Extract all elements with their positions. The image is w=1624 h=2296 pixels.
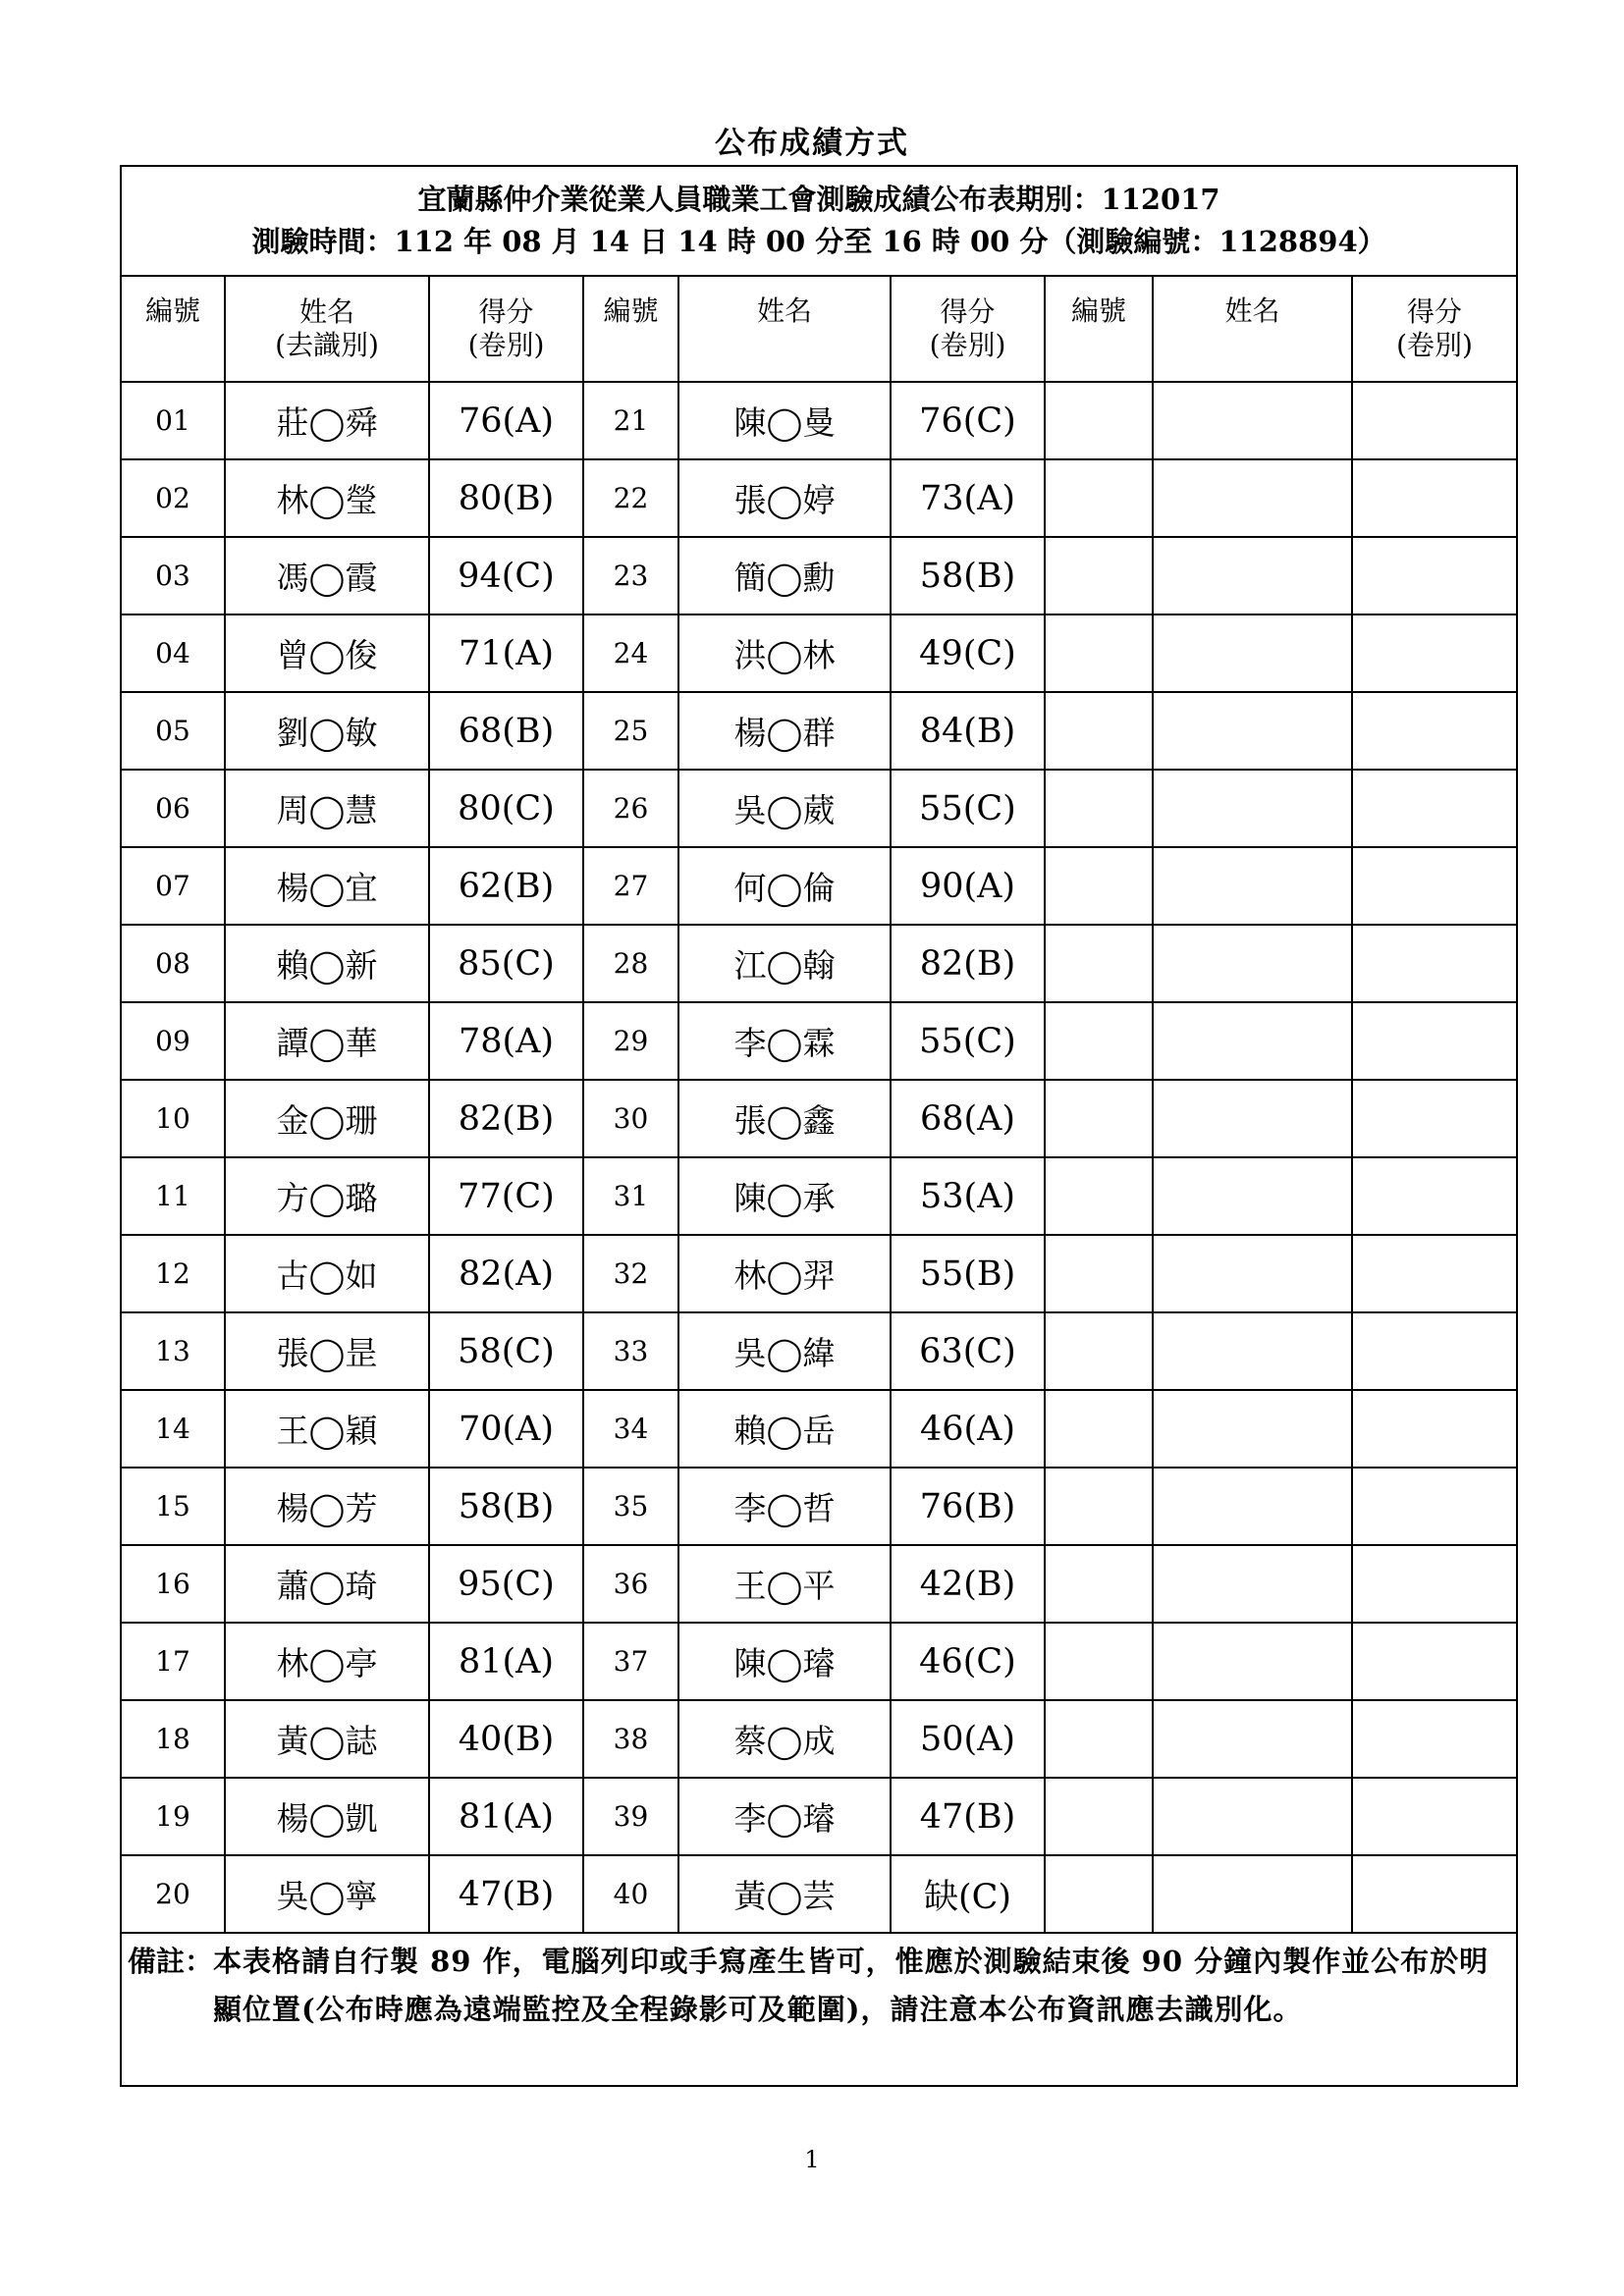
cell-number-2: 39 [583,1778,678,1855]
cell-number-1: 10 [121,1080,225,1157]
header-line-2: 測驗時間：112 年 08 月 14 日 14 時 00 分至 16 時 00 分（測驗編號：1128894） [251,225,1386,258]
cell-number-1: 05 [121,692,225,770]
cell-name-1: 林◯亭 [225,1623,429,1700]
cell-score-1: 85(C) [429,925,583,1002]
cell-score-1: 81(A) [429,1623,583,1700]
cell-number-1: 16 [121,1545,225,1623]
cell-number-2: 37 [583,1623,678,1700]
table-row [121,1002,1517,1080]
note-text: 本表格請自行製 89 作，電腦列印或手寫產生皆可，惟應於測驗結束後 90 分鐘內製作並公布於明顯位置(公布時應為遠端監控及全程錄影可及範圍)，請注意本公布資訊應去識別化。 [213,1945,1489,2026]
table-row [121,847,1517,925]
cell-score-3 [1352,1235,1517,1312]
cell-name-3 [1153,459,1352,537]
cell-score-2: 76(C) [891,382,1045,459]
cell-number-3 [1045,1778,1153,1855]
cell-name-3 [1153,847,1352,925]
cell-score-2: 46(C) [891,1623,1045,1700]
cell-name-1: 莊◯舜 [225,382,429,459]
cell-number-3 [1045,1623,1153,1700]
cell-score-2: 缺(C) [891,1855,1045,1933]
cell-name-1: 金◯珊 [225,1080,429,1157]
cell-name-3 [1153,1312,1352,1390]
cell-number-3 [1045,1390,1153,1468]
cell-name-2: 洪◯林 [678,614,891,692]
cell-score-2: 58(B) [891,537,1045,614]
cell-name-3 [1153,925,1352,1002]
cell-score-1: 80(B) [429,459,583,537]
cell-score-3 [1352,1002,1517,1080]
cell-score-1: 82(B) [429,1080,583,1157]
cell-score-1: 81(A) [429,1778,583,1855]
cell-name-3 [1153,1157,1352,1235]
cell-number-3 [1045,1700,1153,1778]
cell-name-1: 方◯璐 [225,1157,429,1235]
cell-name-2: 林◯羿 [678,1235,891,1312]
cell-number-3 [1045,382,1153,459]
cell-name-1: 譚◯華 [225,1002,429,1080]
cell-score-1: 62(B) [429,847,583,925]
cell-score-3 [1352,847,1517,925]
cell-name-1: 曾◯俊 [225,614,429,692]
cell-number-3 [1045,847,1153,925]
cell-score-1: 78(A) [429,1002,583,1080]
cell-score-1: 58(B) [429,1468,583,1545]
table-row [121,1545,1517,1623]
cell-number-2: 31 [583,1157,678,1235]
cell-number-2: 27 [583,847,678,925]
cell-score-3 [1352,692,1517,770]
cell-number-2: 22 [583,459,678,537]
cell-number-1: 15 [121,1468,225,1545]
cell-number-1: 07 [121,847,225,925]
cell-number-2: 24 [583,614,678,692]
cell-score-2: 73(A) [891,459,1045,537]
cell-name-3 [1153,537,1352,614]
cell-number-3 [1045,1312,1153,1390]
cell-score-3 [1352,1468,1517,1545]
cell-score-3 [1352,537,1517,614]
cell-name-3 [1153,1002,1352,1080]
cell-name-1: 楊◯芳 [225,1468,429,1545]
cell-name-1: 周◯慧 [225,770,429,847]
cell-name-1: 劉◯敏 [225,692,429,770]
cell-number-1: 09 [121,1002,225,1080]
cell-number-1: 08 [121,925,225,1002]
cell-number-3 [1045,1468,1153,1545]
cell-number-2: 23 [583,537,678,614]
cell-number-3 [1045,925,1153,1002]
cell-number-3 [1045,1157,1153,1235]
cell-name-3 [1153,1778,1352,1855]
cell-score-3 [1352,1545,1517,1623]
table-row [121,1235,1517,1312]
cell-name-1: 蕭◯琦 [225,1545,429,1623]
cell-name-1: 楊◯宜 [225,847,429,925]
cell-score-3 [1352,1312,1517,1390]
col-num-3: 編號 [1045,276,1153,382]
cell-number-3 [1045,1545,1153,1623]
cell-score-2: 55(C) [891,770,1045,847]
column-header-row [121,276,1517,382]
cell-score-2: 55(C) [891,1002,1045,1080]
cell-number-3 [1045,692,1153,770]
cell-number-3 [1045,1080,1153,1157]
cell-name-2: 黃◯芸 [678,1855,891,1933]
cell-number-3 [1045,770,1153,847]
cell-score-3 [1352,925,1517,1002]
table-row [121,614,1517,692]
table-row [121,692,1517,770]
cell-score-1: 70(A) [429,1390,583,1468]
table-row [121,1312,1517,1390]
cell-score-2: 53(A) [891,1157,1045,1235]
col-score-3: 得分 (卷別) [1352,276,1517,382]
table-row [121,1080,1517,1157]
cell-name-1: 楊◯凱 [225,1778,429,1855]
cell-score-3 [1352,1080,1517,1157]
cell-number-1: 18 [121,1700,225,1778]
cell-score-2: 90(A) [891,847,1045,925]
cell-name-2: 賴◯岳 [678,1390,891,1468]
cell-score-3 [1352,1855,1517,1933]
table-row [121,1623,1517,1700]
cell-score-2: 55(B) [891,1235,1045,1312]
cell-number-2: 36 [583,1545,678,1623]
col-score-2: 得分 (卷別) [891,276,1045,382]
table-row [121,1157,1517,1235]
table-row [121,1778,1517,1855]
cell-number-3 [1045,614,1153,692]
cell-number-1: 04 [121,614,225,692]
cell-name-3 [1153,1235,1352,1312]
cell-score-2: 49(C) [891,614,1045,692]
col-name-2: 姓名 [678,276,891,382]
col-num-1: 編號 [121,276,225,382]
col-name-1: 姓名 (去識別) [225,276,429,382]
cell-name-2: 楊◯群 [678,692,891,770]
cell-name-1: 張◯昰 [225,1312,429,1390]
col-name-3: 姓名 [1153,276,1352,382]
cell-score-1: 40(B) [429,1700,583,1778]
cell-number-1: 02 [121,459,225,537]
note-label: 備註： [128,1945,214,1978]
cell-name-2: 吳◯葳 [678,770,891,847]
cell-name-2: 陳◯承 [678,1157,891,1235]
cell-name-2: 李◯霖 [678,1002,891,1080]
cell-name-1: 黃◯誌 [225,1700,429,1778]
cell-score-2: 50(A) [891,1700,1045,1778]
cell-number-2: 40 [583,1855,678,1933]
cell-score-2: 47(B) [891,1778,1045,1855]
cell-name-2: 吳◯緯 [678,1312,891,1390]
cell-name-3 [1153,1700,1352,1778]
cell-number-1: 14 [121,1390,225,1468]
cell-name-3 [1153,692,1352,770]
page-number: 1 [804,2146,820,2173]
cell-number-1: 01 [121,382,225,459]
cell-number-2: 34 [583,1390,678,1468]
cell-number-2: 32 [583,1235,678,1312]
cell-number-2: 38 [583,1700,678,1778]
cell-number-1: 17 [121,1623,225,1700]
table-row [121,537,1517,614]
cell-number-3 [1045,1235,1153,1312]
cell-score-2: 76(B) [891,1468,1045,1545]
cell-number-1: 12 [121,1235,225,1312]
cell-score-2: 63(C) [891,1312,1045,1390]
cell-name-3 [1153,770,1352,847]
cell-score-3 [1352,1157,1517,1235]
cell-name-2: 李◯哲 [678,1468,891,1545]
cell-name-3 [1153,614,1352,692]
cell-score-2: 84(B) [891,692,1045,770]
cell-score-1: 71(A) [429,614,583,692]
cell-score-3 [1352,459,1517,537]
cell-name-1: 王◯穎 [225,1390,429,1468]
cell-score-1: 68(B) [429,692,583,770]
cell-number-3 [1045,1002,1153,1080]
cell-number-1: 11 [121,1157,225,1235]
cell-score-1: 82(A) [429,1235,583,1312]
note [121,1933,1517,2086]
cell-number-2: 35 [583,1468,678,1545]
cell-score-1: 58(C) [429,1312,583,1390]
cell-score-2: 82(B) [891,925,1045,1002]
cell-name-1: 賴◯新 [225,925,429,1002]
cell-number-1: 19 [121,1778,225,1855]
cell-name-3 [1153,1390,1352,1468]
cell-name-2: 張◯鑫 [678,1080,891,1157]
cell-score-2: 42(B) [891,1545,1045,1623]
col-score-1: 得分 (卷別) [429,276,583,382]
table-row [121,1468,1517,1545]
score-table [120,165,1518,2087]
cell-name-1: 馮◯霞 [225,537,429,614]
cell-name-2: 張◯婷 [678,459,891,537]
cell-name-3 [1153,1623,1352,1700]
cell-score-1: 80(C) [429,770,583,847]
cell-number-1: 06 [121,770,225,847]
cell-number-2: 33 [583,1312,678,1390]
cell-name-3 [1153,1855,1352,1933]
cell-name-3 [1153,1468,1352,1545]
cell-score-1: 77(C) [429,1157,583,1235]
cell-number-3 [1045,459,1153,537]
table-row [121,1700,1517,1778]
cell-name-2: 何◯倫 [678,847,891,925]
cell-score-1: 47(B) [429,1855,583,1933]
cell-number-2: 30 [583,1080,678,1157]
cell-number-1: 03 [121,537,225,614]
cell-name-3 [1153,1545,1352,1623]
table-row [121,925,1517,1002]
cell-score-1: 94(C) [429,537,583,614]
cell-score-3 [1352,770,1517,847]
cell-name-3 [1153,1080,1352,1157]
cell-score-3 [1352,1390,1517,1468]
cell-name-3 [1153,382,1352,459]
col-num-2: 編號 [583,276,678,382]
cell-name-2: 李◯璿 [678,1778,891,1855]
cell-score-2: 46(A) [891,1390,1045,1468]
cell-score-2: 68(A) [891,1080,1045,1157]
cell-score-1: 76(A) [429,382,583,459]
cell-number-3 [1045,537,1153,614]
cell-name-2: 王◯平 [678,1545,891,1623]
table-row [121,1390,1517,1468]
cell-name-2: 陳◯曼 [678,382,891,459]
table-row [121,459,1517,537]
cell-number-1: 13 [121,1312,225,1390]
cell-name-1: 吳◯寧 [225,1855,429,1933]
cell-score-3 [1352,614,1517,692]
cell-name-2: 江◯翰 [678,925,891,1002]
cell-number-2: 21 [583,382,678,459]
cell-score-3 [1352,1623,1517,1700]
cell-score-3 [1352,382,1517,459]
cell-score-3 [1352,1778,1517,1855]
cell-name-1: 林◯瑩 [225,459,429,537]
cell-number-3 [1045,1855,1153,1933]
page-title: 公布成績方式 [715,126,909,161]
cell-number-2: 28 [583,925,678,1002]
cell-number-2: 29 [583,1002,678,1080]
table-row [121,770,1517,847]
cell-score-1: 95(C) [429,1545,583,1623]
cell-score-3 [1352,1700,1517,1778]
cell-number-1: 20 [121,1855,225,1933]
cell-name-2: 蔡◯成 [678,1700,891,1778]
table-row [121,1855,1517,1933]
table-row [121,382,1517,459]
cell-name-2: 陳◯璿 [678,1623,891,1700]
header-line-1: 宜蘭縣仲介業從業人員職業工會測驗成績公布表期別：112017 [417,183,1220,216]
cell-name-1: 古◯如 [225,1235,429,1312]
cell-number-2: 25 [583,692,678,770]
table-header [121,166,1517,276]
cell-name-2: 簡◯勳 [678,537,891,614]
cell-number-2: 26 [583,770,678,847]
